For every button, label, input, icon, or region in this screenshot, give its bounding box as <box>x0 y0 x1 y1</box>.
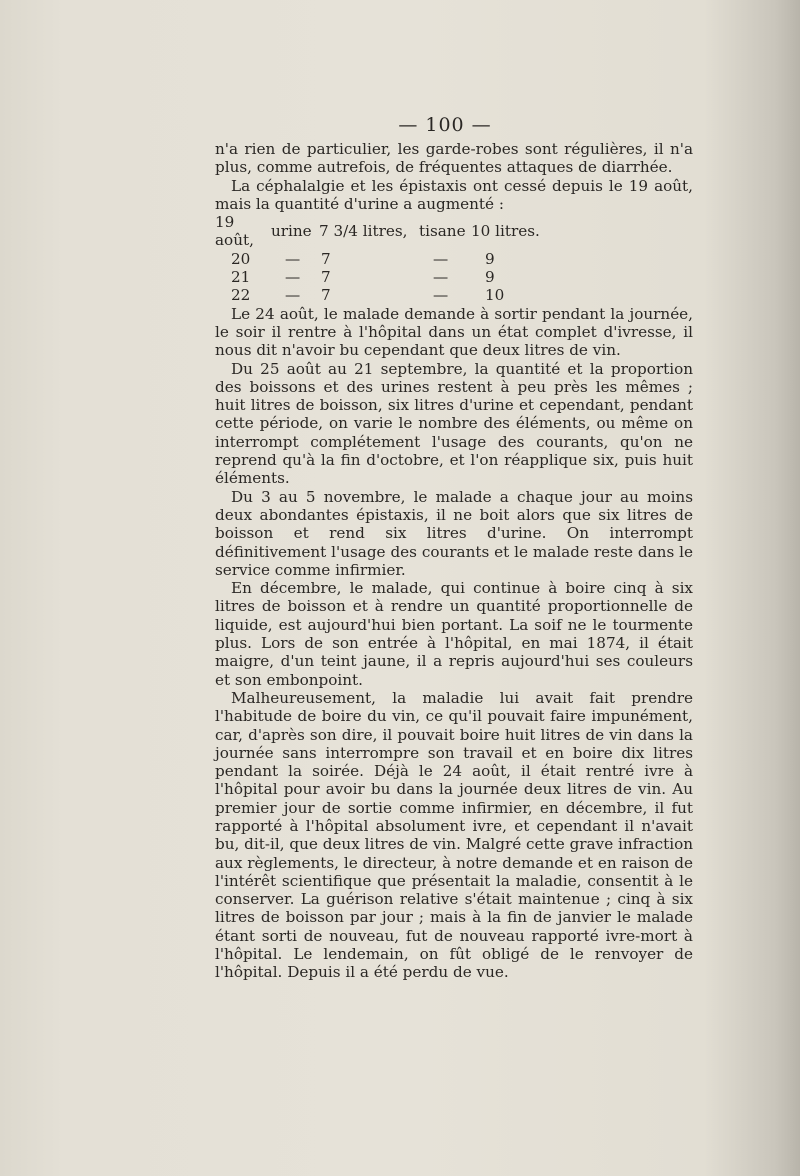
table-cell: — <box>433 268 449 287</box>
table-cell: 19 août, <box>215 213 254 250</box>
paragraph-3-novembre: Du 3 au 5 novembre, le malade a chaque jour au moins deux abondantes épistaxis, il ne boit alors que six litres de boisson et rend six litres d'urine. On interrompt définitivement l'usage des courants et le malade reste dans le service comme infirmier. <box>215 487 693 579</box>
table-cell: 21 <box>231 268 251 287</box>
paragraph-cephalalgie: La céphalalgie et les épistaxis ont cessé depuis le 19 août, mais la quantité d'urine a augmenté : <box>215 176 693 213</box>
table-cell: 7 <box>321 268 331 287</box>
table-cell: tisane <box>419 222 466 241</box>
table-cell: — <box>285 268 301 287</box>
paragraph-25-aout: Du 25 août au 21 septembre, la quantité et la proportion des boissons et des urines restent à peu près les mêmes ; huit litres de boisson, six litres d'urine et cependant, pendant cette période, on varie le nombre des éléments, ou même on interrompt complétement l'usage des courants, qu'on ne reprend qu'à la fin d'octobre, et l'on réapplique six, puis huit éléments. <box>215 359 693 488</box>
urine-table <box>215 213 551 304</box>
table-row <box>215 268 551 286</box>
paragraph-malheureusement: Malheureusement, la maladie lui avait fait prendre l'habitude de boire du vin, ce qu'il pouvait faire impunément, car, d'après son dire, il pouvait boire huit litres de vin dans la journée sans interrompre son travail et en boire dix litres pendant la soirée. Déjà le 24 août, il était rentré ivre à l'hôpital pour avoir bu dans la journée deux litres de vin. Au premier jour de sortie comme infirmier, en décembre, il fut rapporté à l'hôpital absolument ivre, et cependant il n'avait bu, dit-il, que deux litres de vin. Malgré cette grave infraction aux règlements, le directeur, à notre demande et en raison de l'intérêt scientifique que présentait la maladie, consentit à le conserver. La guérison relative s'était maintenue ; cinq à six litres de boisson par jour ; mais à la fin de janvier le malade étant sorti de nouveau, fut de nouveau rapporté ivre-mort à l'hôpital. Le lendemain, on fût obligé de le renvoyer de l'hôpital. Depuis il a été perdu de vue. <box>215 688 693 982</box>
table-cell: urine <box>271 222 312 241</box>
table-cell: 10 litres. <box>471 222 540 241</box>
table-cell: — <box>433 249 449 268</box>
page-number: — 100 — <box>398 114 492 136</box>
table-row <box>215 213 551 250</box>
table-cell: 9 <box>485 268 495 287</box>
table-row <box>215 250 551 268</box>
paragraph-continuation: n'a rien de particulier, les garde-robes sont régulières, il n'a plus, comme autrefois, de fréquentes attaques de diarrhée. <box>215 140 693 177</box>
table-cell: 7 <box>321 249 331 268</box>
table-cell: 20 <box>231 249 251 268</box>
table-cell: 22 <box>231 286 251 305</box>
table-row <box>215 286 551 304</box>
table-cell: — <box>433 286 449 305</box>
paragraph-24-aout: Le 24 août, le malade demande à sortir pendant la journée, le soir il rentre à l'hôpital dans un état complet d'ivresse, il nous dit n'avoir bu cependant que deux litres de vin. <box>215 304 693 360</box>
paragraph-decembre: En décembre, le malade, qui continue à boire cinq à six litres de boisson et à rendre un quantité proportionnelle de liquide, est aujourd'hui bien portant. La soif ne le tourmente plus. Lors de son entrée à l'hôpital, en mai 1874, il était maigre, d'un teint jaune, il a repris aujourd'hui ses couleurs et son embonpoint. <box>215 579 693 689</box>
table-cell: — <box>285 249 301 268</box>
table-cell: 7 3/4 litres, <box>319 222 408 241</box>
table-cell: 10 <box>485 286 505 305</box>
body-text <box>215 140 693 982</box>
table-cell: — <box>285 286 301 305</box>
table-cell: 9 <box>485 249 495 268</box>
table-cell: 7 <box>321 286 331 305</box>
